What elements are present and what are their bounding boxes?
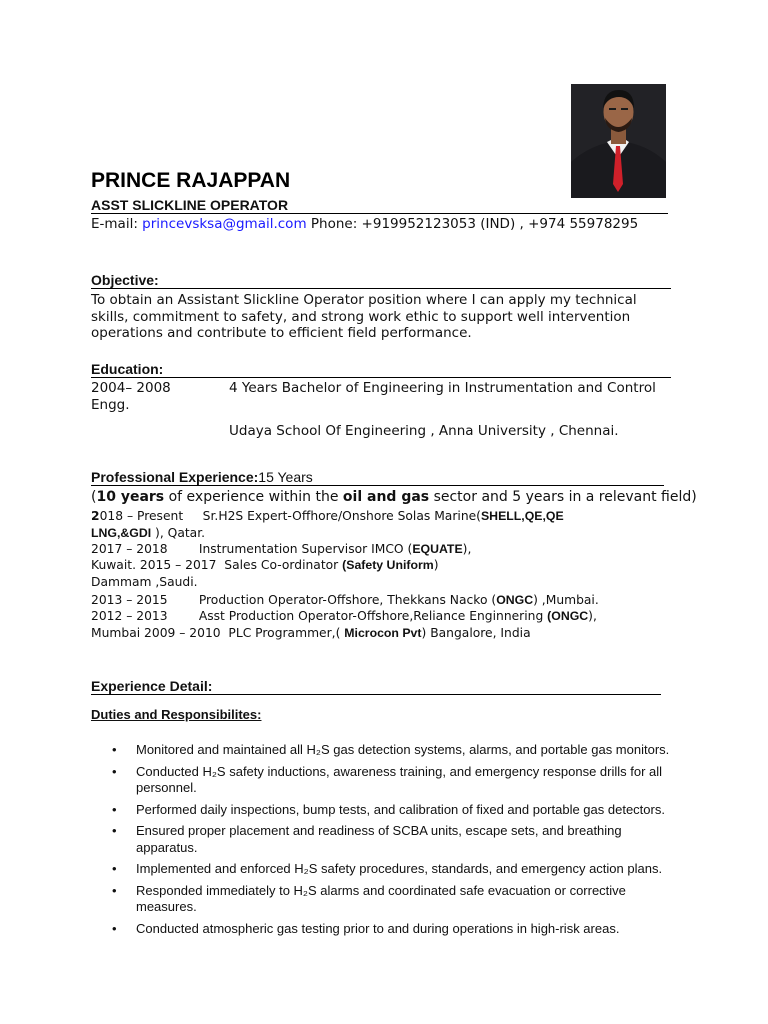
summary-open: ( bbox=[91, 489, 97, 505]
line3-a: 2017 – 2018 Instrumentation Supervisor IMCO ( bbox=[91, 542, 413, 556]
line3-c: ), bbox=[462, 542, 472, 556]
duties-subheading: Duties and Responsibilites: bbox=[91, 707, 262, 722]
line6-c: ) ,Mumbai. bbox=[533, 593, 599, 607]
candidate-name: PRINCE RAJAPPAN bbox=[91, 169, 291, 192]
line8-b: Microcon Pvt bbox=[344, 626, 422, 640]
bullet-icon: • bbox=[112, 763, 117, 779]
line4-a: Kuwait. 2015 – 2017 Sales Co-ordinator bbox=[91, 558, 343, 572]
bullet-icon: • bbox=[112, 882, 117, 898]
summary-mid: of experience within the bbox=[164, 489, 343, 505]
experience-line bbox=[91, 558, 439, 572]
objective-heading: Objective: bbox=[91, 273, 671, 289]
education-degree-cont: Engg. bbox=[91, 397, 130, 413]
experience-line bbox=[91, 626, 531, 640]
experience-years: 15 Years bbox=[258, 469, 313, 485]
experience-line bbox=[91, 609, 597, 623]
duty-text: Implemented and enforced H₂S safety procedures, standards, and emergency action plans. bbox=[136, 861, 663, 876]
contact-line bbox=[91, 216, 638, 232]
line1-a: 2 bbox=[91, 509, 100, 523]
profile-photo bbox=[571, 84, 666, 198]
bullet-icon: • bbox=[112, 861, 117, 876]
bullet-icon: • bbox=[112, 920, 117, 936]
experience-line bbox=[91, 593, 599, 607]
bullet-icon: • bbox=[112, 742, 117, 757]
summary-end: sector and 5 years in a relevant field) bbox=[429, 489, 697, 505]
email-label: E-mail: bbox=[91, 216, 143, 232]
experience-detail-heading: Experience Detail: bbox=[91, 679, 661, 695]
line7-c: ), bbox=[588, 609, 597, 623]
bullet-icon: • bbox=[112, 801, 117, 817]
experience-summary bbox=[91, 489, 697, 505]
list-item bbox=[91, 742, 681, 759]
education-school: Udaya School Of Engineering , Anna University , Chennai. bbox=[229, 423, 619, 439]
line7-a: 2012 – 2013 Asst Production Operator-Offshore,Reliance Enginnering bbox=[91, 609, 548, 623]
duty-text: Conducted H₂S safety inductions, awareness training, and emergency response drills for all personnel. bbox=[136, 763, 663, 795]
line2-b: ), Qatar. bbox=[151, 526, 206, 540]
list-item bbox=[91, 823, 681, 856]
education-degree: 4 Years Bachelor of Engineering in Instrumentation and Control bbox=[229, 380, 656, 396]
line4-b: (Safety Uniform bbox=[342, 558, 434, 572]
experience-line bbox=[91, 542, 471, 556]
line1-c: SHELL,QE,QE bbox=[480, 509, 564, 523]
summary-sector: oil and gas bbox=[342, 489, 430, 505]
line8-c: ) Bangalore, India bbox=[421, 626, 531, 640]
duty-text: Responded immediately to H₂S alarms and coordinated safe evacuation or corrective measures. bbox=[136, 882, 626, 914]
profile-photo-image bbox=[571, 84, 666, 198]
line3-b: EQUATE bbox=[412, 542, 463, 556]
experience-line: Dammam ,Saudi. bbox=[91, 575, 198, 589]
line6-b: ONGC bbox=[496, 593, 534, 607]
education-heading: Education: bbox=[91, 362, 671, 378]
summary-years: 10 years bbox=[96, 489, 165, 505]
phone-text: Phone: +919952123053 (IND) , +974 55978295 bbox=[306, 216, 639, 232]
line4-c: ) bbox=[433, 558, 439, 572]
line6-a: 2013 – 2015 Production Operator-Offshore, Thekkans Nacko ( bbox=[91, 593, 497, 607]
experience-line bbox=[91, 526, 205, 540]
experience-line bbox=[91, 509, 564, 523]
duty-text: Performed daily inspections, bump tests, and calibration of fixed and portable gas detectors. bbox=[136, 801, 665, 817]
email-link[interactable]: princevsksa@gmail.com bbox=[142, 216, 307, 232]
duty-text: Conducted atmospheric gas testing prior to and during operations in high-risk areas. bbox=[136, 920, 620, 936]
duty-text: Ensured proper placement and readiness of SCBA units, escape sets, and breathing apparatus. bbox=[136, 823, 622, 855]
experience-heading-label: Professional Experience: bbox=[91, 469, 259, 485]
job-title: ASST SLICKLINE OPERATOR bbox=[91, 198, 668, 214]
list-item bbox=[91, 921, 681, 938]
line8-a: Mumbai 2009 – 2010 PLC Programmer,( bbox=[91, 626, 345, 640]
objective-text: To obtain an Assistant Slickline Operator position where I can apply my technical skills, commitment to safety, and strong work ethic to support well intervention operations and contribute to efficient field performance. bbox=[91, 292, 637, 341]
duties-list bbox=[91, 742, 681, 942]
list-item bbox=[91, 764, 681, 797]
education-years: 2004– 2008 bbox=[91, 380, 171, 396]
bullet-icon: • bbox=[112, 823, 117, 838]
duty-text: Monitored and maintained all H₂S gas detection systems, alarms, and portable gas monitors. bbox=[136, 742, 670, 757]
list-item bbox=[91, 883, 681, 916]
line1-b: 018 – Present Sr.H2S Expert-Offhore/Onshore Solas Marine( bbox=[99, 509, 481, 523]
list-item bbox=[91, 861, 681, 878]
line7-b: (ONGC bbox=[547, 609, 589, 623]
list-item bbox=[91, 802, 681, 819]
line2-a: LNG,&GDI bbox=[91, 526, 152, 540]
experience-heading bbox=[91, 470, 664, 486]
